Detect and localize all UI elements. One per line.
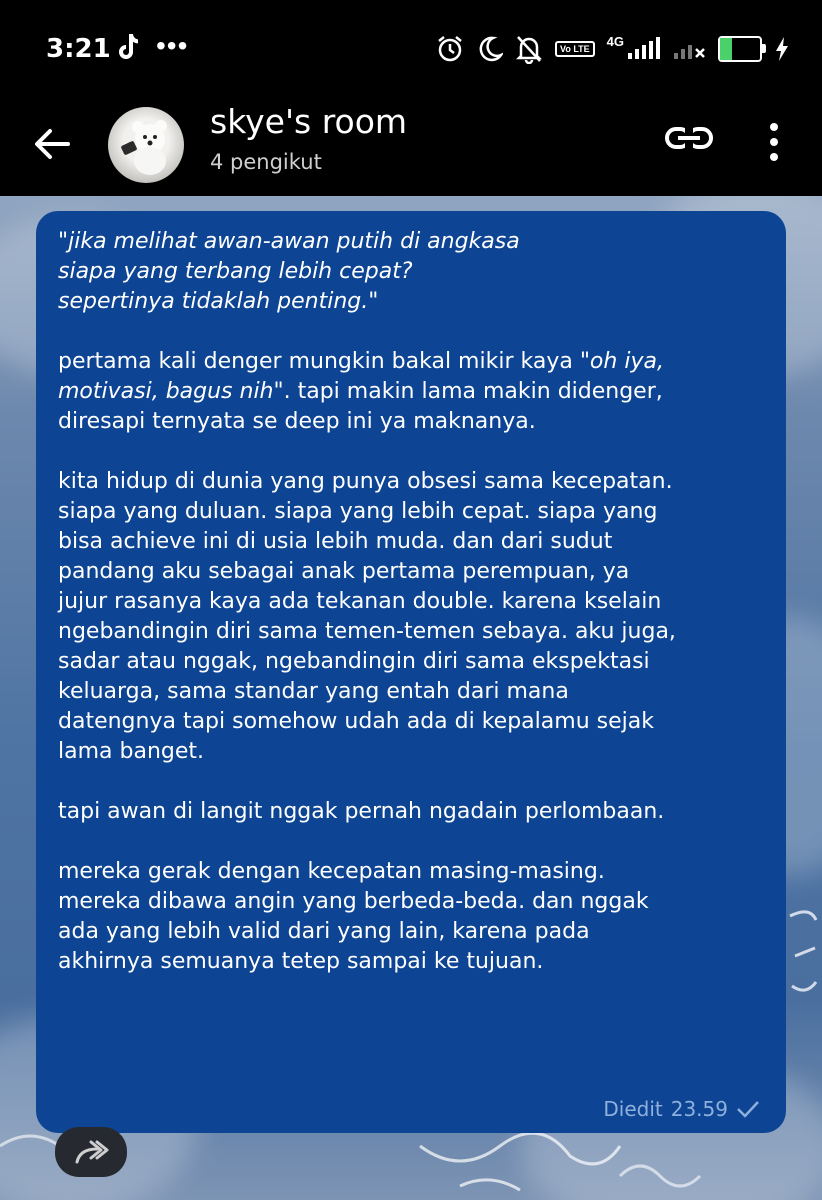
chat-header bbox=[0, 96, 822, 196]
message-text bbox=[58, 227, 770, 977]
battery-percent: 31 bbox=[731, 39, 749, 56]
back-arrow-icon[interactable] bbox=[28, 120, 76, 168]
follower-count: 4 pengikut bbox=[210, 150, 322, 174]
more-vertical-icon[interactable] bbox=[756, 120, 792, 164]
message-meta bbox=[603, 1097, 760, 1121]
paragraph-1-text: pertama kali denger mungkin bakal mikir kaya bbox=[58, 349, 580, 374]
status-icons bbox=[435, 32, 790, 66]
charging-bolt-icon bbox=[774, 36, 790, 62]
avatar[interactable] bbox=[108, 107, 184, 183]
message-paragraph-4: mereka gerak dengan kecepatan masing-masing. mereka dibawa angin yang berbeda-beda. dan nggak ada yang lebih valid dari yang lain, karena pada akhirnya semuanya tetep sampai ke tujuan. bbox=[58, 859, 649, 974]
alarm-icon bbox=[435, 34, 465, 64]
moon-icon bbox=[477, 35, 503, 63]
teddy-bear-image bbox=[108, 107, 184, 183]
message-paragraph-3: tapi awan di langit nggak pernah ngadain perlombaan. bbox=[58, 799, 665, 824]
message-quote: "jika melihat awan-awan putih di angkasa siapa yang terbang lebih cepat? sepertinya tidaklah penting." bbox=[58, 229, 520, 314]
battery-icon bbox=[718, 36, 762, 62]
signal-x-icon bbox=[672, 37, 706, 61]
link-icon[interactable] bbox=[664, 120, 714, 156]
status-bar bbox=[0, 0, 822, 96]
forward-button[interactable] bbox=[55, 1127, 127, 1177]
message-bubble[interactable] bbox=[36, 211, 786, 1133]
edited-label: Diedit bbox=[603, 1097, 663, 1121]
forward-icon bbox=[73, 1138, 109, 1166]
check-icon bbox=[736, 1099, 760, 1119]
message-paragraph-1 bbox=[58, 347, 770, 437]
channel-title[interactable]: skye's room bbox=[210, 102, 408, 141]
tiktok-icon bbox=[116, 32, 140, 62]
paragraph-1-italic: "oh iya, motivasi, bagus nih" bbox=[58, 349, 664, 404]
more-dots-icon: ••• bbox=[156, 30, 189, 61]
paragraph-1-text-end: . tapi makin lama makin didenger, diresapi ternyata se deep ini ya maknanya. bbox=[58, 379, 663, 434]
bell-off-icon bbox=[515, 34, 543, 64]
signal-icon bbox=[626, 37, 660, 61]
network-type: 4G bbox=[606, 33, 624, 49]
status-time: 3:21 bbox=[46, 34, 111, 64]
volte-icon: Vo LTE bbox=[555, 41, 595, 57]
message-time: 23.59 bbox=[670, 1097, 728, 1121]
message-paragraph-2: kita hidup di dunia yang punya obsesi sama kecepatan. siapa yang duluan. siapa yang lebih cepat. siapa yang bisa achieve ini di usia lebih muda. dan dari sudut pandang aku sebagai anak pertama perempuan, ya jujur rasanya kaya ada tekanan double. karena kselain ngebandingin diri sama temen-temen sebaya. aku juga, sadar atau nggak, ngebandingin diri sama ekspektasi keluarga, sama standar yang entah dari mana datengnya tapi somehow udah ada di kepalamu sejak lama banget. bbox=[58, 469, 676, 764]
